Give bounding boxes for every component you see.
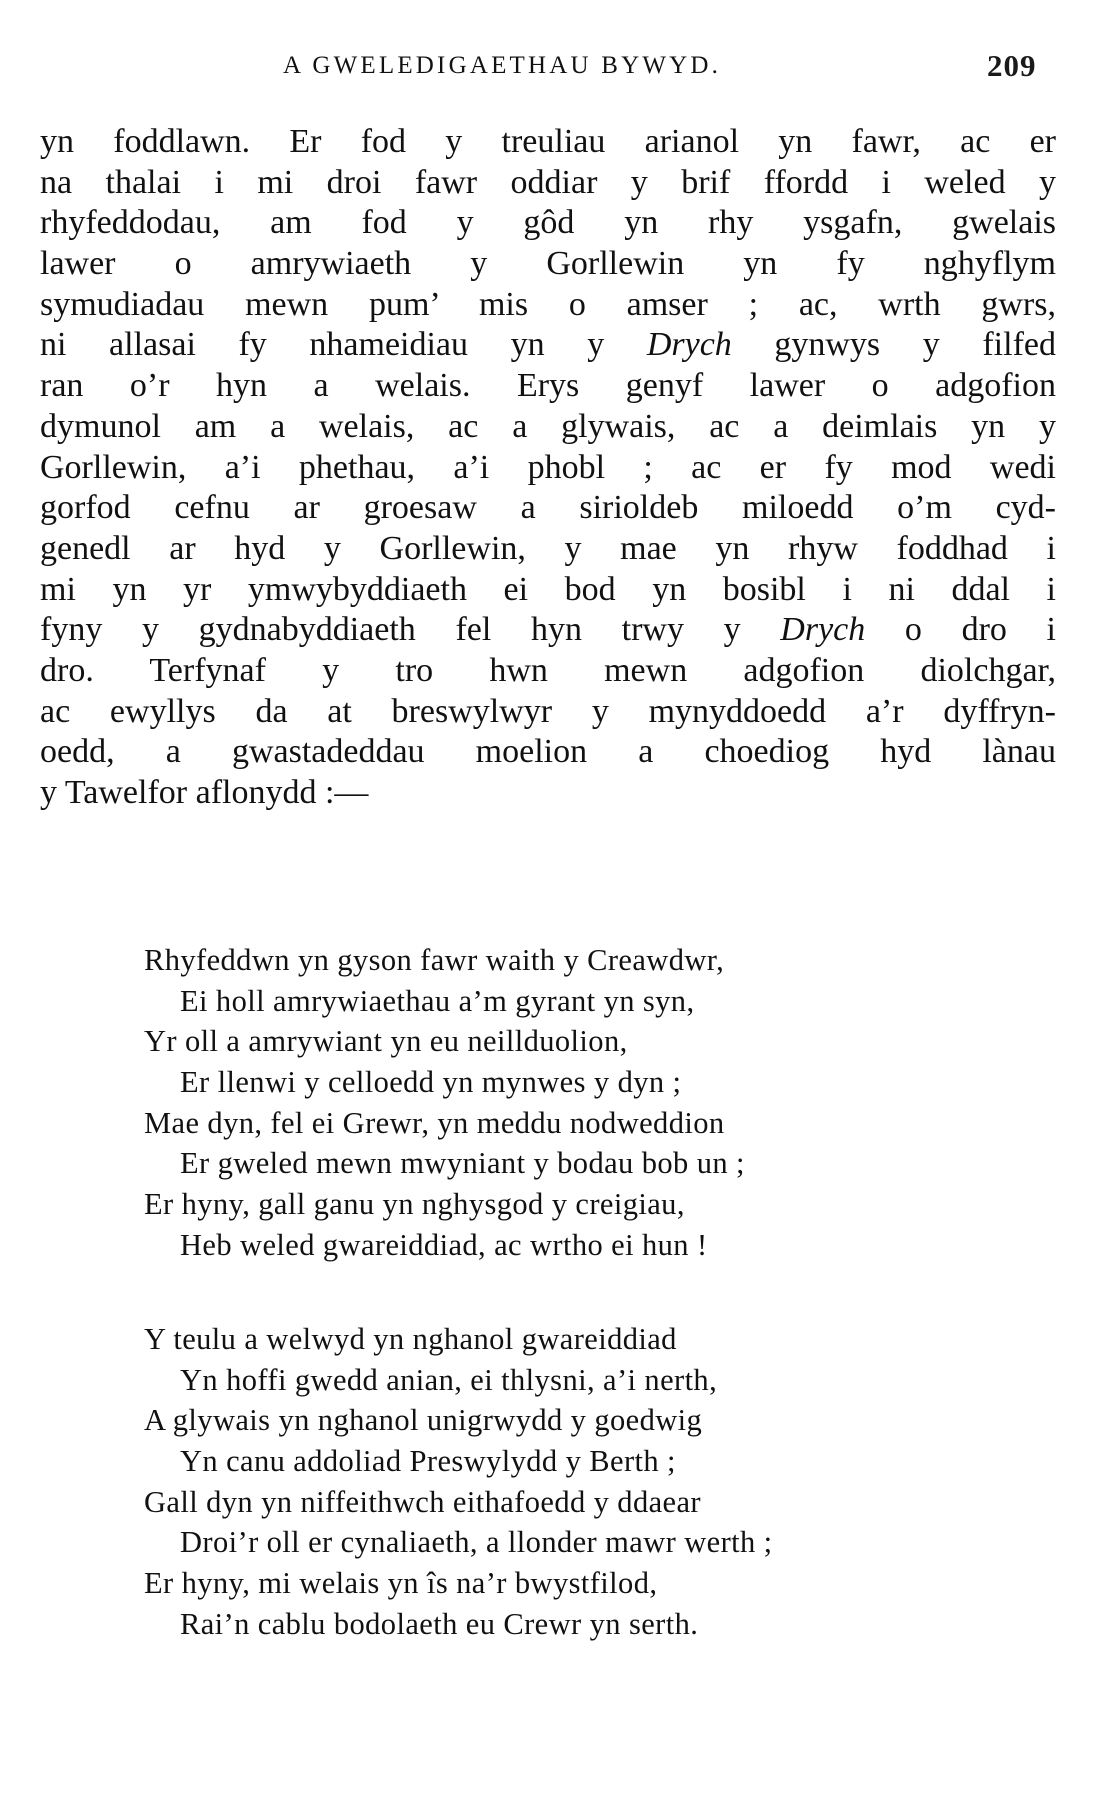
prose-paragraph [40,122,1056,814]
prose-line: dro. Terfynaf y tro hwn mewn adgofion diolchgar, [40,651,1056,689]
prose-text-segment: o dro i [865,611,1056,649]
verse-line: Droi’r oll er cynaliaeth, a llonder mawr werth ; [180,1525,773,1560]
running-head [0,50,1100,90]
prose-text-segment: ni allasai fy nhameidiau yn y [40,326,647,364]
verse-line: Er hyny, mi welais yn îs na’r bwystfilod, [144,1566,658,1601]
verse-line: Heb weled gwareiddiad, ac wrtho ei hun ! [180,1227,708,1262]
verse-line: Rai’n cablu bodolaeth eu Crewr yn serth. [180,1606,699,1641]
verse-line: Yn canu addoliad Preswylydd y Berth ; [180,1444,676,1479]
prose-line: genedl ar hyd y Gorllewin, y mae yn rhyw foddhad i [40,529,1056,567]
running-title: A GWELEDIGAETHAU BYWYD. [283,52,722,79]
verse-line: Yr oll a amrywiant yn eu neillduolion, [144,1024,628,1059]
verse-line: Ei holl amrywiaethau a’m gyrant yn syn, [180,983,695,1018]
verse-line: Y teulu a welwyd yn nghanol gwareiddiad [144,1322,677,1356]
prose-line: lawer o amrywiaeth y Gorllewin yn fy nghyflym [40,245,1056,283]
verse-line: Mae dyn, fel ei Grewr, yn meddu nodweddion [144,1105,725,1140]
prose-line [40,325,1056,366]
prose-line: ran o’r hyn a welais. Erys genyf lawer o adgofion [40,367,1056,405]
verse-line: Yn hoffi gwedd anian, ei thlysni, a’i nerth, [180,1362,718,1397]
verse-line: Er llenwi y celloedd yn mynwes y dyn ; [180,1065,682,1100]
prose-text-segment: fyny y gydnabyddiaeth fel hyn trwy y [40,611,781,649]
poem-stanza [144,1319,1024,1645]
prose-text-segment: gynwys y filfed [731,326,1056,364]
prose-line: yn foddlawn. Er fod y treuliau arianol yn fawr, ac er [40,123,1056,160]
prose-line [40,610,1056,651]
prose-line: ac ewyllys da at breswylwyr y mynyddoedd a’r dyffryn- [40,692,1056,730]
prose-line: na thalai i mi droi fawr oddiar y brif ffordd i weled y [40,163,1056,201]
prose-line: Gorllewin, a’i phethau, a’i phobl ; ac er fy mod wedi [40,448,1056,486]
page-number: 209 [987,48,1037,83]
verse-line: Er gweled mewn mwyniant y bodau bob un ; [180,1146,745,1181]
prose-line: mi yn yr ymwybyddiaeth ei bod yn bosibl i ni ddal i [40,570,1056,608]
prose-line: gorfod cefnu ar groesaw a sirioldeb miloedd o’m cyd- [40,489,1056,527]
verse-line: Er hyny, gall ganu yn nghysgod y creigiau, [144,1187,685,1222]
italic-title-drych: Drych [646,326,732,364]
prose-line: oedd, a gwastadeddau moelion a choediog hyd lànau [40,733,1056,771]
italic-title-drych: Drych [780,611,866,649]
prose-line: symudiadau mewn pum’ mis o amser ; ac, wrth gwrs, [40,285,1056,323]
verse-line: A glywais yn nghanol unigrwydd y goedwig [144,1403,703,1438]
prose-line: rhyfeddodau, am fod y gôd yn rhy ysgafn, gwelais [40,204,1056,242]
verse-line: Rhyfeddwn yn gyson fawr waith y Creawdwr, [144,943,725,977]
poem-stanza [144,940,1024,1266]
prose-line: y Tawelfor aflonydd :— [40,774,369,811]
verse-line: Gall dyn yn niffeithwch eithafoedd y ddaear [144,1484,701,1519]
prose-line: dymunol am a welais, ac a glywais, ac a deimlais yn y [40,407,1056,445]
